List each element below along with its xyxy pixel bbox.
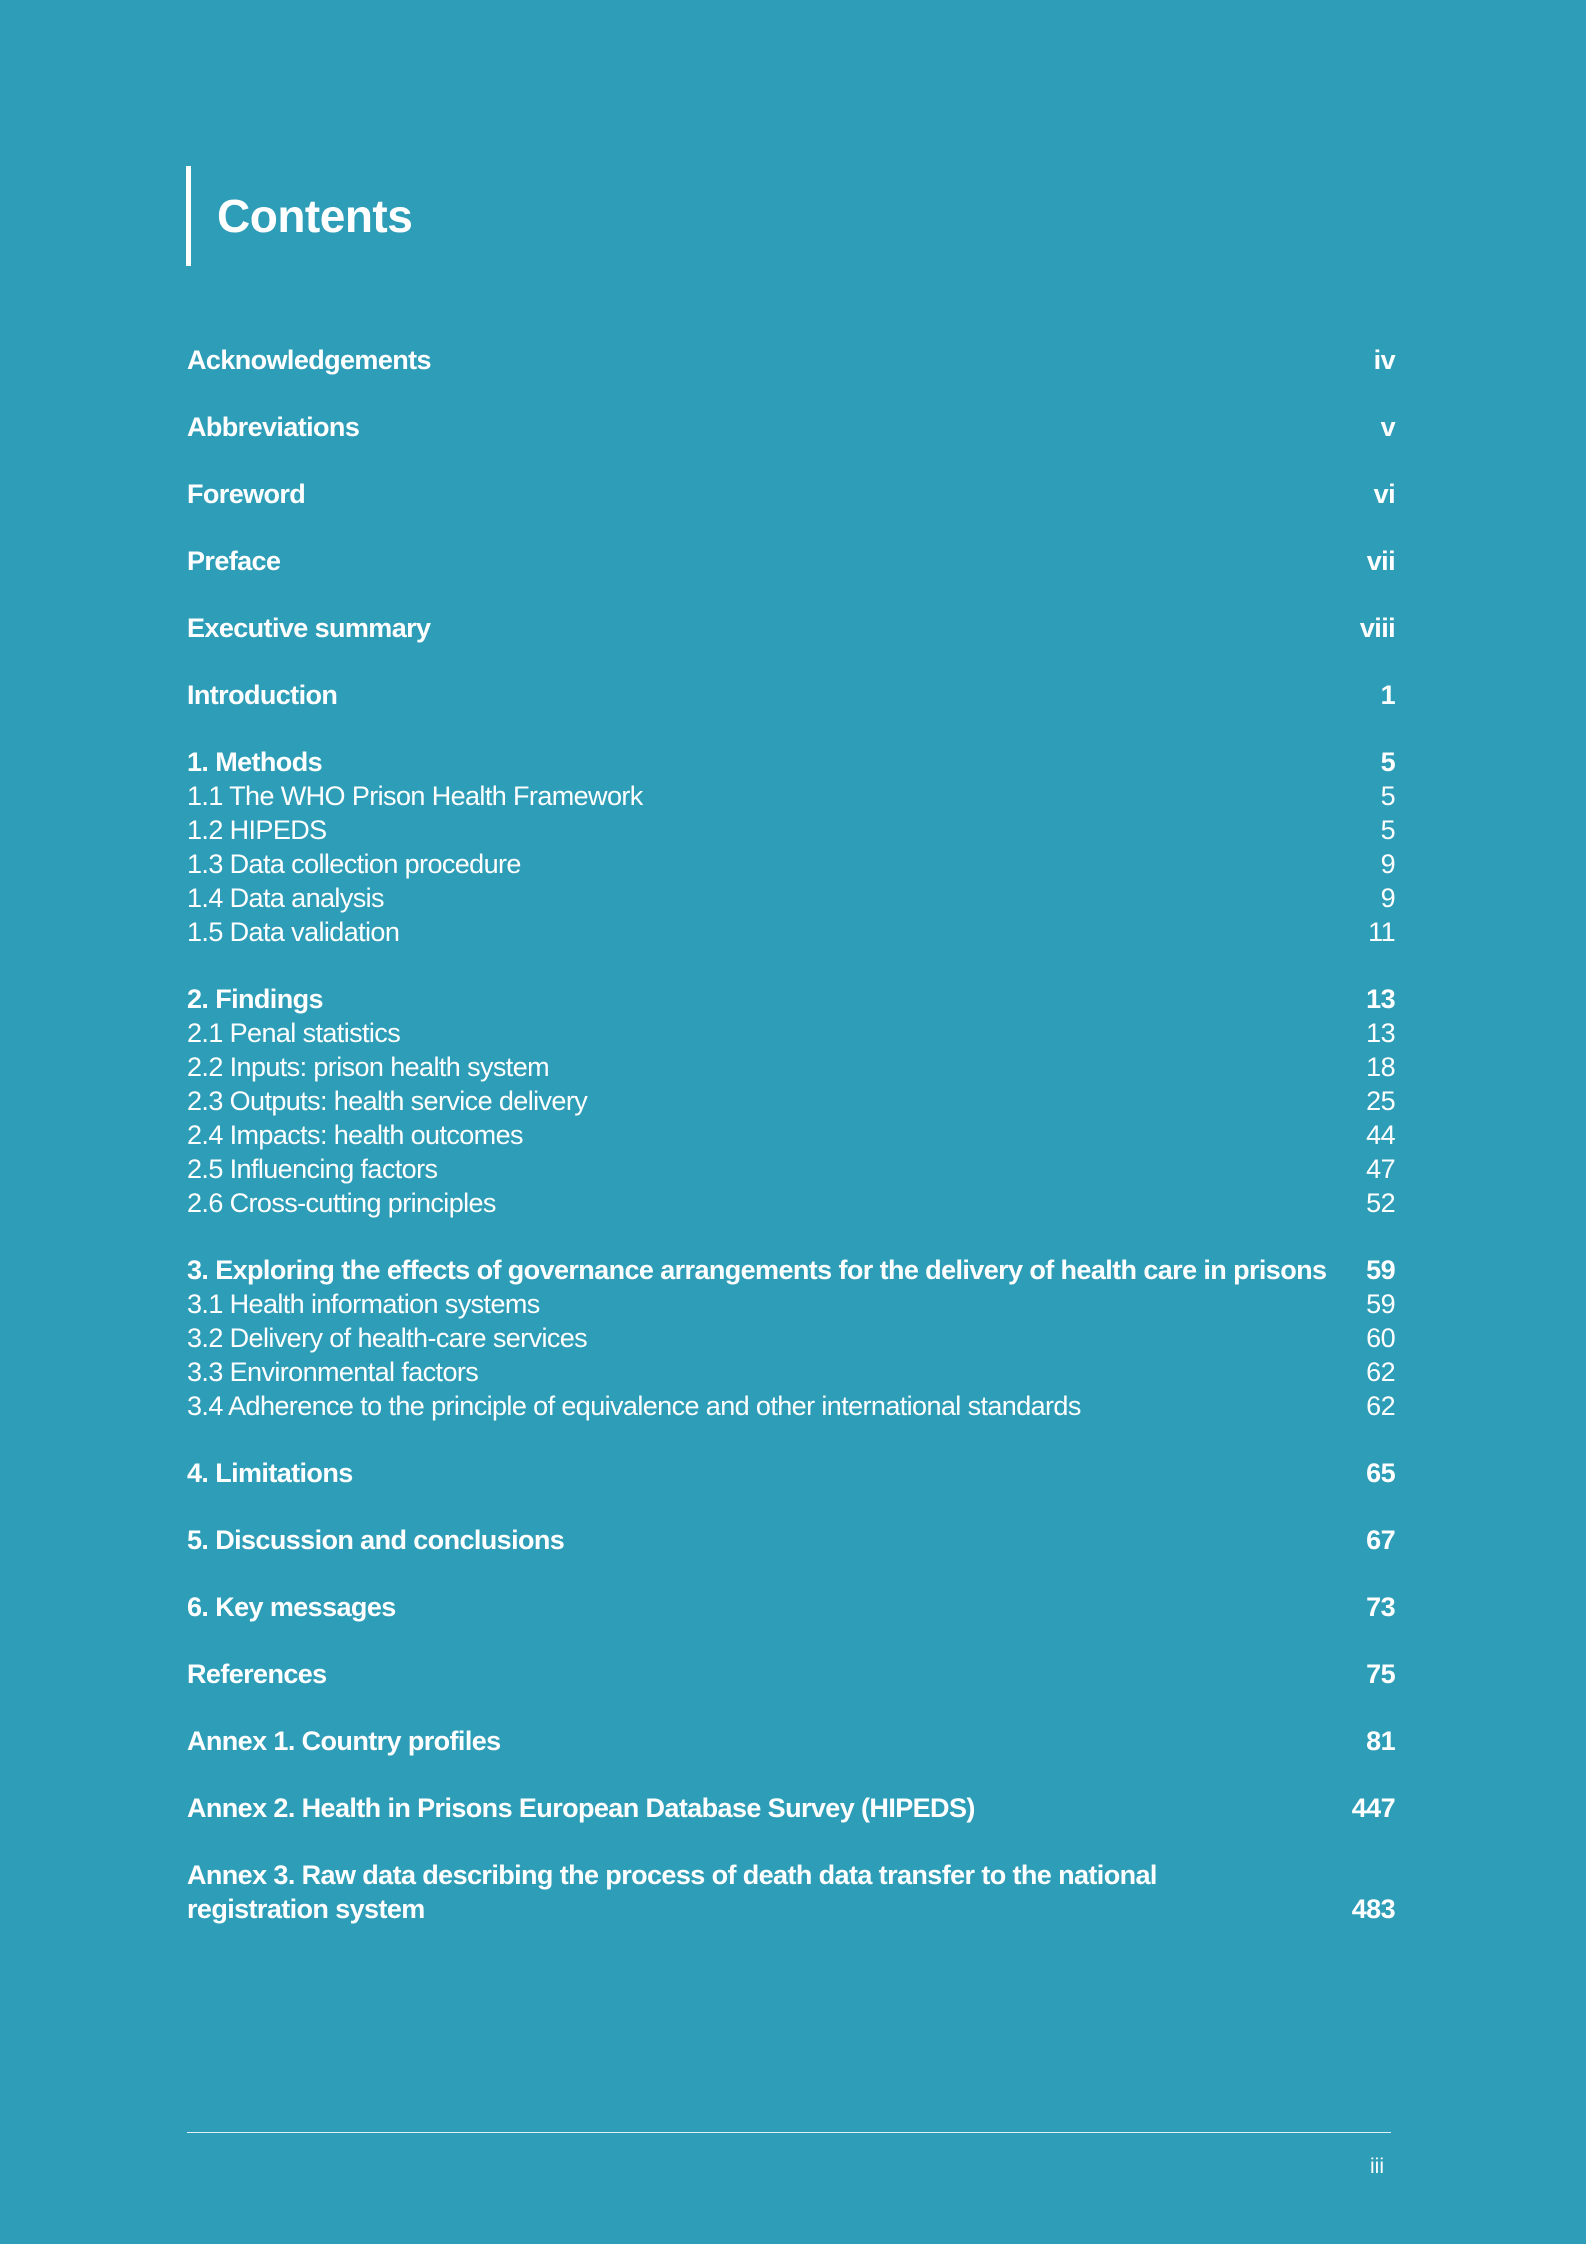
toc-entry-label: Annex 3. Raw data describing the process of death data transfer to the national registration system <box>187 1860 1157 1924</box>
toc-subentry[interactable] <box>187 1287 1395 1321</box>
toc-entry-page: 9 <box>1380 849 1395 879</box>
toc-entry-label: 1. Methods <box>187 747 323 777</box>
toc-entry-label: Preface <box>187 546 281 576</box>
toc-entry-page: 62 <box>1366 1357 1395 1387</box>
toc-entry-label: 5. Discussion and conclusions <box>187 1525 565 1555</box>
toc-entry-page: 447 <box>1351 1793 1395 1823</box>
toc-entry-label: 1.4 Data analysis <box>187 883 384 913</box>
toc-entry-page: 13 <box>1366 1018 1395 1048</box>
toc-subentry[interactable] <box>187 1050 1395 1084</box>
toc-entry-label: Annex 1. Country profiles <box>187 1726 501 1756</box>
toc-subentry[interactable] <box>187 1118 1395 1152</box>
toc-entry-abbreviations[interactable] <box>187 410 1395 444</box>
toc-entry-page: 81 <box>1366 1726 1395 1756</box>
toc-entry-page: 59 <box>1366 1289 1395 1319</box>
toc-entry-label: 4. Limitations <box>187 1458 353 1488</box>
toc-entry-label: 2.1 Penal statistics <box>187 1018 401 1048</box>
toc-subentry[interactable] <box>187 1016 1395 1050</box>
toc-entry-label: 1.3 Data collection procedure <box>187 849 521 879</box>
toc-entry-page: 5 <box>1380 781 1395 811</box>
toc-entry-label: References <box>187 1659 327 1689</box>
footer-divider <box>187 2132 1391 2133</box>
toc-entry-label: 1.1 The WHO Prison Health Framework <box>187 781 643 811</box>
toc-entry-label: 1.5 Data validation <box>187 917 400 947</box>
toc-entry-label: 2.4 Impacts: health outcomes <box>187 1120 523 1150</box>
title-block <box>186 166 412 266</box>
toc-entry-label: 2. Findings <box>187 984 323 1014</box>
toc-entry-page: 18 <box>1366 1052 1395 1082</box>
toc-entry-label: Foreword <box>187 479 306 509</box>
toc-entry-page: iv <box>1373 345 1395 375</box>
toc-entry-page: 5 <box>1380 815 1395 845</box>
toc-subentry[interactable] <box>187 1389 1395 1423</box>
toc-entry-page: 11 <box>1368 917 1395 947</box>
toc-entry-label: Introduction <box>187 680 338 710</box>
toc-subentry[interactable] <box>187 1186 1395 1220</box>
toc-entry-page: 25 <box>1366 1086 1395 1116</box>
toc-entry-label: 2.3 Outputs: health service delivery <box>187 1086 588 1116</box>
toc-subentry[interactable] <box>187 1355 1395 1389</box>
toc-entry-label: 3.4 Adherence to the principle of equivalence and other international standards <box>187 1391 1081 1421</box>
toc-entry-page: v <box>1380 412 1395 442</box>
toc-entry-label: 2.2 Inputs: prison health system <box>187 1052 550 1082</box>
toc-entry-label: 3.2 Delivery of health-care services <box>187 1323 588 1353</box>
toc-entry-methods[interactable] <box>187 745 1395 779</box>
toc-subentry[interactable] <box>187 813 1395 847</box>
toc-entry-page: 73 <box>1366 1592 1395 1622</box>
toc-entry-introduction[interactable] <box>187 678 1395 712</box>
toc-entry-annex-1[interactable] <box>187 1724 1395 1758</box>
toc-entry-findings[interactable] <box>187 982 1395 1016</box>
toc-entry-label: 2.5 Influencing factors <box>187 1154 438 1184</box>
table-of-contents <box>187 343 1395 1926</box>
toc-entry-references[interactable] <box>187 1657 1395 1691</box>
toc-entry-page: 44 <box>1366 1120 1395 1150</box>
toc-entry-page: vi <box>1373 479 1395 509</box>
toc-entry-label: 3.1 Health information systems <box>187 1289 540 1319</box>
toc-subentry[interactable] <box>187 881 1395 915</box>
toc-entry-label: 1.2 HIPEDS <box>187 815 327 845</box>
toc-entry-discussion[interactable] <box>187 1523 1395 1557</box>
toc-entry-page: 52 <box>1366 1188 1395 1218</box>
toc-entry-page: 1 <box>1380 680 1395 710</box>
toc-entry-annex-2[interactable] <box>187 1791 1395 1825</box>
toc-entry-page: 483 <box>1351 1894 1395 1924</box>
toc-entry-page: viii <box>1359 613 1395 643</box>
toc-subentry[interactable] <box>187 847 1395 881</box>
toc-entry-annex-3[interactable] <box>187 1858 1395 1926</box>
toc-entry-page: 59 <box>1366 1255 1395 1285</box>
toc-subentry[interactable] <box>187 1321 1395 1355</box>
toc-subentry[interactable] <box>187 779 1395 813</box>
toc-entry-governance[interactable] <box>187 1253 1395 1287</box>
toc-entry-page: 75 <box>1366 1659 1395 1689</box>
toc-entry-acknowledgements[interactable] <box>187 343 1395 377</box>
toc-entry-label: Abbreviations <box>187 412 360 442</box>
toc-entry-page: vii <box>1366 546 1395 576</box>
toc-entry-label: Acknowledgements <box>187 345 431 375</box>
toc-subentry[interactable] <box>187 915 1395 949</box>
toc-entry-label: Executive summary <box>187 613 431 643</box>
toc-subentry[interactable] <box>187 1084 1395 1118</box>
toc-entry-page: 9 <box>1380 883 1395 913</box>
toc-entry-page: 47 <box>1366 1154 1395 1184</box>
toc-entry-label: 3. Exploring the effects of governance arrangements for the delivery of health care in prisons <box>187 1255 1327 1285</box>
page-title: Contents <box>217 190 413 242</box>
toc-entry-page: 13 <box>1366 984 1395 1014</box>
toc-entry-label: 3.3 Environmental factors <box>187 1357 479 1387</box>
toc-entry-label: Annex 2. Health in Prisons European Database Survey (HIPEDS) <box>187 1793 975 1823</box>
toc-subentry[interactable] <box>187 1152 1395 1186</box>
toc-entry-label: 6. Key messages <box>187 1592 396 1622</box>
toc-entry-label: 2.6 Cross-cutting principles <box>187 1188 496 1218</box>
toc-entry-page: 67 <box>1366 1525 1395 1555</box>
toc-entry-limitations[interactable] <box>187 1456 1395 1490</box>
toc-entry-preface[interactable] <box>187 544 1395 578</box>
toc-entry-page: 5 <box>1380 747 1395 777</box>
toc-entry-page: 65 <box>1366 1458 1395 1488</box>
toc-entry-foreword[interactable] <box>187 477 1395 511</box>
toc-entry-page: 62 <box>1366 1391 1395 1421</box>
toc-entry-key-messages[interactable] <box>187 1590 1395 1624</box>
toc-entry-page: 60 <box>1366 1323 1395 1353</box>
toc-entry-executive-summary[interactable] <box>187 611 1395 645</box>
page-number: iii <box>1370 2155 1384 2178</box>
